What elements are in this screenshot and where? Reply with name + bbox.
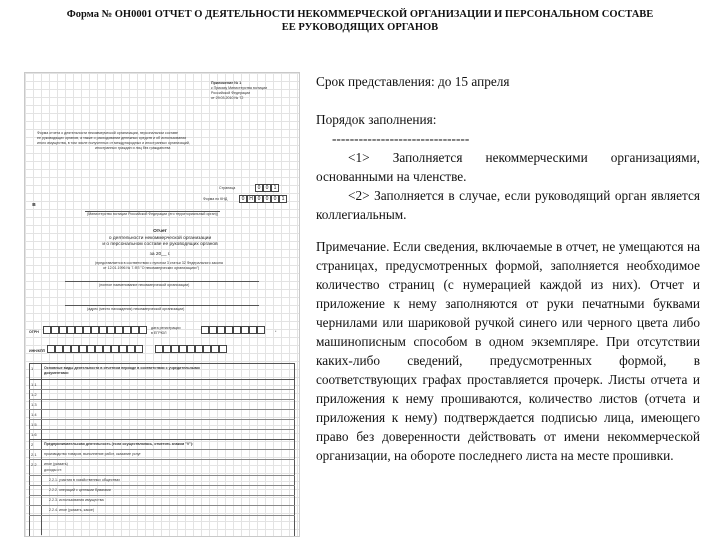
section-1-title-2: документами: bbox=[44, 371, 69, 375]
form-code-cell: 1 bbox=[279, 195, 287, 203]
ogrn-date-cells bbox=[201, 326, 265, 334]
dashes-separator: ------------------------------- bbox=[332, 131, 470, 146]
ministry-caption: (Министерство юстиции Российской Федерации (его территориальный орган)) bbox=[87, 212, 218, 216]
form-desc-3: иного имущества, в том числе полученных от международных и иностранных организаций, bbox=[37, 141, 190, 145]
section-2-row-text: доходы от: bbox=[44, 468, 62, 472]
section-2-title: Предпринимательская деятельность (если осуществлялась, отметить знаком "V"): bbox=[44, 442, 194, 446]
section-2-row-text: 2.2.1. участия в хозяйственных обществах bbox=[49, 478, 121, 482]
form-code-cell: 0 bbox=[263, 195, 271, 203]
appendix-line-3: Российской Федерации bbox=[211, 91, 251, 95]
egrul-label: в ЕГРЮЛ bbox=[151, 331, 167, 335]
section-2-row-text: 2.2.3. использования имущества bbox=[49, 498, 104, 502]
report-sub-2: и о персональном составе ее руководящих органов bbox=[102, 242, 218, 247]
page-cell: 0 bbox=[255, 184, 263, 192]
order-label: Порядок заполнения: bbox=[316, 112, 437, 127]
section-1-row: 1.6 bbox=[31, 432, 37, 437]
address-caption: (адрес (место нахождения) некоммерческой организации) bbox=[87, 307, 185, 311]
form-code-cell: 0 bbox=[239, 195, 247, 203]
form-code-label: Форма по КНД bbox=[203, 197, 228, 201]
ogrn-date-label: дата регистрации bbox=[151, 326, 181, 330]
form-desc-1: Форма отчета о деятельности некоммерческой организации, персональном составе bbox=[37, 131, 179, 135]
appendix-line-1: Приложение № 1 bbox=[211, 81, 242, 85]
form-desc-4: иностранных граждан и лиц без гражданства bbox=[95, 146, 171, 150]
report-basis-1: (представляется в соответствии с пунктом 3 статьи 32 Федерального закона bbox=[95, 261, 223, 265]
section-2-num: 2 bbox=[31, 442, 34, 447]
form-scan-image bbox=[24, 72, 300, 537]
page-number-cells bbox=[255, 184, 279, 192]
report-basis-2: от 12.01.1996 № 7-ФЗ "О некоммерческих организациях") bbox=[103, 266, 200, 270]
section-1-title-1: Основные виды деятельности в отчетном периоде в соответствии с учредительными bbox=[44, 366, 200, 370]
note-2: <2> Заполняется в случае, если руководящий орган является коллегиальным. bbox=[316, 188, 700, 222]
document-title-line-1: Форма № ОН0001 ОТЧЕТ О ДЕЯТЕЛЬНОСТИ НЕКОММЕРЧЕСКОЙ ОРГАНИЗАЦИИ И ПЕРСОНАЛЬНОМ СОСТАВЕ bbox=[66, 9, 654, 20]
form-code-cell: 0 bbox=[255, 195, 263, 203]
section-2-row-text: 2.2.4. иное (указать, какое) bbox=[49, 508, 95, 512]
report-year: за 20__ г. bbox=[149, 252, 171, 257]
report-title: Отчет bbox=[153, 229, 167, 234]
inn-kpp-label: ИНН/КПП bbox=[29, 349, 46, 353]
page-cell: 1 bbox=[271, 184, 279, 192]
section-2-row-num: 2.2 bbox=[31, 462, 37, 467]
appendix-line-4: от 29.03.2010 № 72 bbox=[211, 96, 244, 100]
section-1-row: 1.3 bbox=[31, 402, 37, 407]
page-label: Страница bbox=[219, 186, 236, 190]
page-cell: 0 bbox=[263, 184, 271, 192]
section-1-row: 1.4 bbox=[31, 412, 37, 417]
section-1-row: 1.5 bbox=[31, 422, 37, 427]
section-2-row-text: производство товаров, выполнение работ, оказание услуг bbox=[44, 452, 141, 456]
document-title bbox=[10, 8, 710, 34]
section-1-row: 1.1 bbox=[31, 382, 37, 387]
deadline-text: Срок представления: до 15 апреля bbox=[316, 74, 510, 89]
to-label: В bbox=[32, 203, 36, 208]
kpp-cells bbox=[155, 345, 227, 353]
form-code-cell: 0 bbox=[271, 195, 279, 203]
section-2-row-text: иное (указать) bbox=[44, 462, 68, 466]
section-1-row: 1.2 bbox=[31, 392, 37, 397]
section-1-num: 1 bbox=[31, 366, 34, 371]
note-1: <1> Заполняется некоммерческими организациями, основанными на членстве. bbox=[316, 150, 700, 184]
ogrn-cells bbox=[43, 326, 147, 334]
section-2-row-text: 2.2.2. операций с ценными бумагами bbox=[49, 488, 111, 492]
remark-paragraph: Примечание. Если сведения, включаемые в отчет, не умещаются на страницах, предусмотренных формой, заполняется необходимое количество страниц (с нумерацией каждой из них). Отчет и приложение к нему заполняются от руки печатными буквами чернилами или шариковой ручкой синего или черного цвета либо машинописным способом в одном экземпляре. При отсутствии каких-либо сведений, предусмотренных формой, в соответствующих графах проставляется прочерк. Листы отчета и приложения к нему прошиваются, количество листов (отчета и приложения к нему) подтверждается подписью лица, имеющего право без доверенности действовать от имени некоммерческой организации, на обороте последнего листа на месте прошивки. bbox=[316, 239, 700, 463]
form-code-cell: Н bbox=[247, 195, 255, 203]
footnote-marker: * bbox=[275, 330, 277, 334]
document-title-line-2: ЕЕ РУКОВОДЯЩИХ ОРГАНОВ bbox=[281, 22, 439, 33]
form-desc-2: ее руководящих органов, а также о расходовании денежных средств и об использовании bbox=[37, 136, 187, 140]
instructions-panel bbox=[316, 72, 700, 465]
appendix-line-2: к Приказу Министерства юстиции bbox=[211, 86, 268, 90]
form-code-cells bbox=[239, 195, 287, 203]
org-name-caption: (полное наименование некоммерческой организации) bbox=[99, 283, 190, 287]
section-2-row-num: 2.1 bbox=[31, 452, 37, 457]
ogrn-label: ОГРН bbox=[29, 330, 39, 334]
report-sub-1: о деятельности некоммерческой организации bbox=[108, 236, 212, 241]
inn-cells bbox=[47, 345, 143, 353]
